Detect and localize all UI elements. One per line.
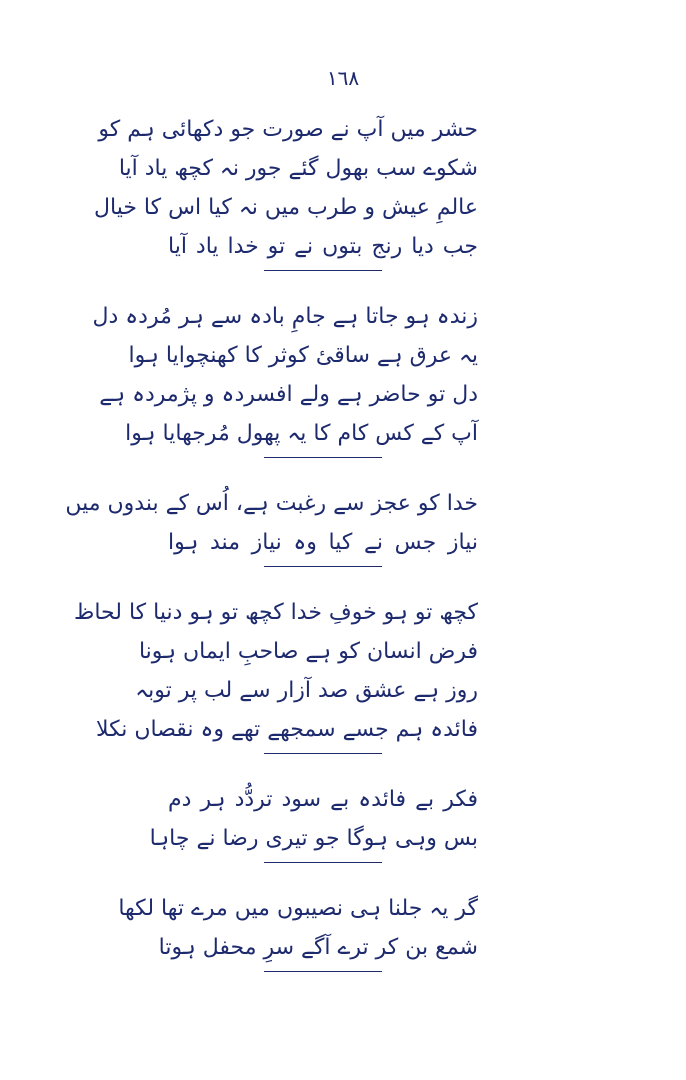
stanza	[118, 889, 478, 967]
verse-line: گر یہ جلنا ہی نصیبوں میں مرے تھا لکھا	[118, 896, 478, 921]
verse-line: عالمِ عیش و طرب میں نہ کیا اس کا خیال	[94, 195, 478, 220]
verse-line: آپ کے کس کام کا یہ پھول مُرجھایا ہوا	[125, 421, 478, 446]
verse-line: شمع بن کر ترے آگے سرِ محفل ہوتا	[158, 935, 478, 960]
verse-line: فائدہ ہم جسے سمجھے تھے وہ نقصاں نکلا	[95, 717, 478, 742]
stanza	[94, 110, 478, 266]
verse-line: شکوے سب بھول گئے جور نہ کچھ یاد آیا	[118, 156, 478, 181]
stanza-divider	[264, 862, 382, 863]
verse-line: جب دیا رنج بتوں نے تو خدا یاد آیا	[168, 234, 478, 259]
verse-line: بس وہی ہوگا جو تیری رضا نے چاہا	[149, 826, 478, 851]
verse-line: فکر بے فائدہ بے سود تردُّد ہر دم	[168, 787, 478, 812]
stanza-divider	[264, 270, 382, 271]
page-number: ١٦٨	[326, 66, 360, 90]
verse-line: دل تو حاضر ہے ولے افسردہ و پژمردہ ہے	[99, 382, 478, 407]
verse-line: فرض انسان کو ہے صاحبِ ایماں ہونا	[138, 639, 478, 664]
verse-line: روز ہے عشق صد آزار سے لب پر توبہ	[135, 678, 478, 703]
stanza-divider	[264, 753, 382, 754]
stanza	[149, 780, 478, 858]
stanza	[65, 484, 478, 562]
verse-line: حشر میں آپ نے صورت جو دکھائی ہم کو	[98, 117, 478, 142]
stanza-divider	[264, 457, 382, 458]
stanza	[74, 593, 478, 749]
verse-line: نیاز جس نے کیا وہ نیاز مند ہوا	[168, 530, 478, 555]
stanza-divider	[264, 971, 382, 972]
verse-line: یہ عرق ہے ساقیٔ کوثر کا کھنچوایا ہوا	[128, 343, 478, 368]
stanza	[92, 297, 478, 453]
verse-line: خدا کو عجز سے رغبت ہے، اُس کے بندوں میں	[65, 491, 478, 516]
poem-column	[65, 110, 478, 998]
verse-line: زندہ ہو جاتا ہے جامِ بادہ سے ہر مُردہ دل	[92, 304, 478, 329]
verse-line: کچھ تو ہو خوفِ خدا کچھ تو ہو دنیا کا لحاظ	[74, 600, 478, 625]
stanza-divider	[264, 566, 382, 567]
